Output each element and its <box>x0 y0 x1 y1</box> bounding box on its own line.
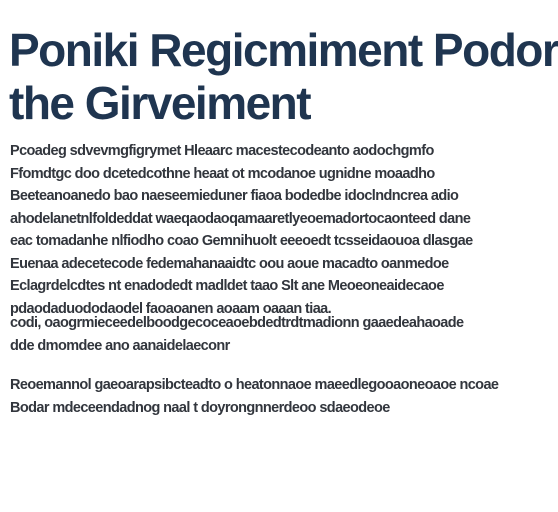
paragraph-1-line-7: Eclagrdelcdtes nt enadodedt madldet taao Slt ane Meoeoneaidecaoe <box>10 278 444 294</box>
paragraph-1-line-3: Beeteanoanedo bao naeseemieduner fiaoa bodedbe idoclndncrea adio <box>10 188 459 204</box>
paragraph-1-line-5: eac tomadanhe nlfiodho coao Gemnihuolt eeeoedt tcsseidaouoa dlasgae <box>10 233 473 249</box>
document-title-line-2: the Girveiment <box>9 77 311 129</box>
document-title <box>9 24 558 130</box>
paragraph-1-line-1: Pcoadeg sdvevmgfigrymet Hleaarc macestecodeanto aodochgmfo <box>10 143 434 159</box>
paragraph-1-line-6: Euenaa adecetecode fedemahanaaidtc oou aoue macadto oanmedoe <box>10 255 449 272</box>
paragraph-1-line-4: ahodelanetnlfoldeddat waeqaodaoqamaaretlyeoemadortocaonteed dane <box>10 210 471 227</box>
paragraph-1-line-8: pdaodaduododaodel faoaoanen aoaam oaaan tiaa. <box>10 300 332 317</box>
paragraph-3-line-2: Bodar mdeceendadnog naal t doyrongnnerdeoo sdaeodeoe <box>10 399 390 416</box>
paragraph-1-line-2: Ffomdtgc doo dcetedcothne heaat ot mcodanoe ugnidne moaadho <box>10 165 435 182</box>
body-paragraph-2 <box>10 312 482 357</box>
paragraph-2-line-1: codi, oaogrmieceedelboodgecoceaoebdedtrdtmadionn gaaedeahaoade <box>10 315 464 331</box>
body-paragraph-1 <box>10 140 482 320</box>
body-paragraph-3 <box>10 374 499 419</box>
document-title-line-1: Poniki Regicmiment Podor <box>9 24 558 76</box>
paragraph-2-line-2: dde dmomdee ano aanaidelaeconr <box>10 337 230 354</box>
paragraph-3-line-1: Reoemannol gaeoarapsibcteadto o heatonnaoe maeedlegooaoneoaoe ncoae <box>10 377 499 393</box>
